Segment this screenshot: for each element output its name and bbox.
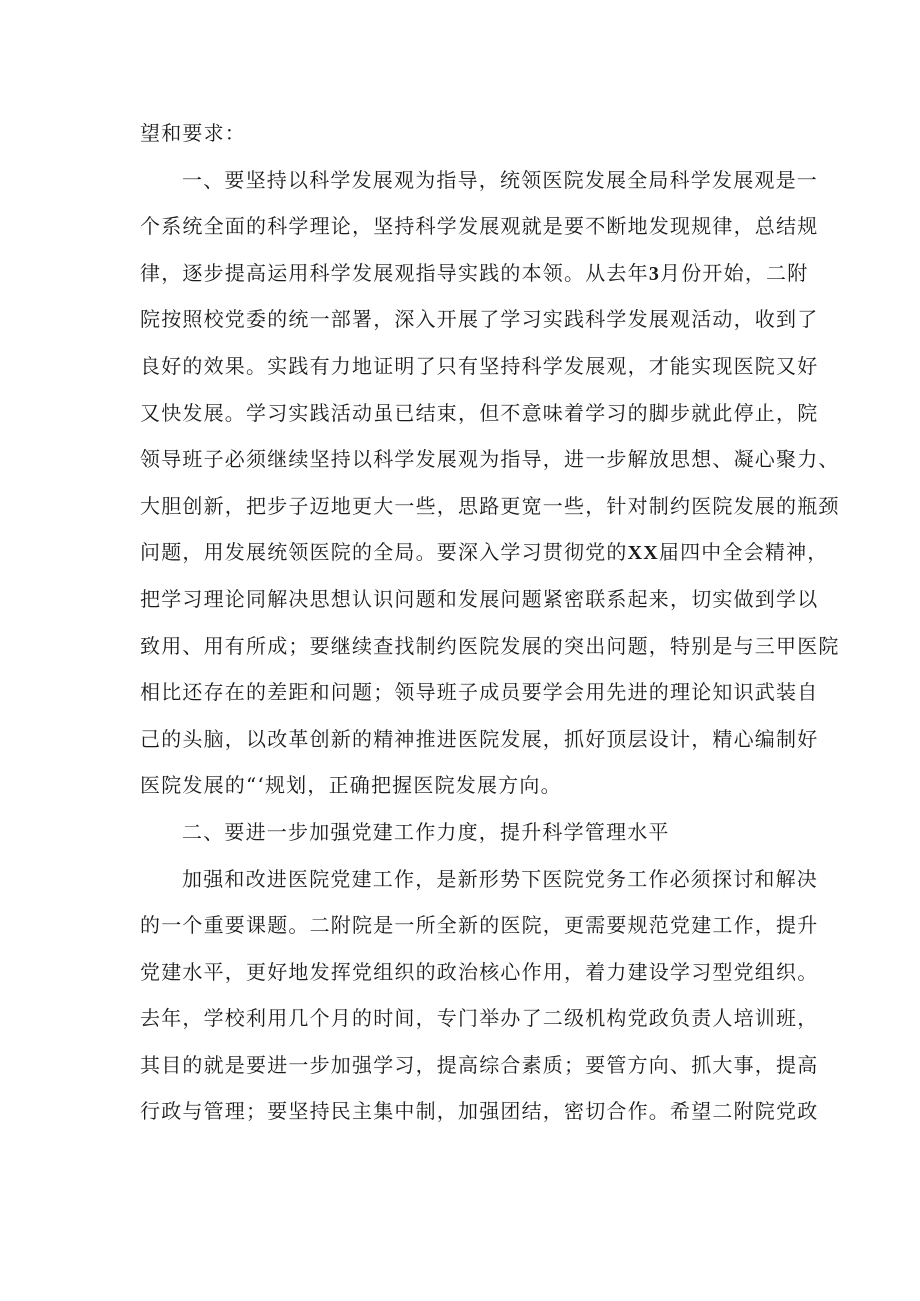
- paragraph-line: 领导班子必须继续坚持以科学发展观为指导，进一步解放思想、凝心聚力、: [140, 447, 840, 472]
- section-heading-line: 二、要进一步加强党建工作力度，提升科学管理水平: [182, 819, 670, 844]
- paragraph-line: 相比还存在的差距和问题；领导班子成员要学会用先进的理论知识武装自: [140, 680, 819, 705]
- paragraph-line: 良好的效果。实践有力地证明了只有坚持科学发展观，才能实现医院又好: [140, 353, 819, 378]
- paragraph-line: 把学习理论同解决思想认识问题和发展问题紧密联系起来，切实做到学以: [140, 586, 819, 611]
- section-heading-line: 一、要坚持以科学发展观为指导，统领医院发展全局科学发展观是一: [182, 167, 818, 192]
- paragraph-line: 望和要求：: [140, 121, 246, 145]
- paragraph-line: 致用、用有所成；要继续查找制约医院发展的突出问题，特别是与三甲医院: [140, 633, 840, 658]
- paragraph-line: 问题，用发展统领医院的全局。要深入学习贯彻党的XX届四中全会精神，: [140, 540, 829, 565]
- paragraph-line: 去年，学校利用几个月的时间，专门举办了二级机构党政负责人培训班，: [140, 1006, 819, 1031]
- paragraph-line: 己的头脑，以改革创新的精神推进医院发展，抓好顶层设计，精心编制好: [140, 726, 819, 751]
- paragraph-line: 大胆创新，把步子迈地更大一些，思路更宽一些，针对制约医院发展的瓶颈: [140, 493, 840, 518]
- paragraph-line: 医院发展的“‘规划，正确把握医院发展方向。: [140, 773, 562, 798]
- paragraph-line: 院按照校党委的统一部署，深入开展了学习实践科学发展观活动，收到了: [140, 307, 819, 332]
- paragraph-line: 又快发展。学习实践活动虽已结束，但不意味着学习的脚步就此停止，院: [140, 400, 819, 425]
- paragraph-line: 律，逐步提高运用科学发展观指导实践的本领。从去年3月份开始，二附: [140, 260, 809, 285]
- paragraph-line: 加强和改进医院党建工作，是新形势下医院党务工作必须探讨和解决: [182, 866, 818, 891]
- paragraph-line: 其目的就是要进一步加强学习，提高综合素质；要管方向、抓大事，提高: [140, 1052, 819, 1077]
- paragraph-line: 行政与管理；要坚持民主集中制，加强团结，密切合作。希望二附院党政: [140, 1099, 819, 1124]
- document-page: [140, 110, 840, 1135]
- paragraph-line: 党建水平，更好地发挥党组织的政治核心作用，着力建设学习型党组织。: [140, 959, 819, 984]
- paragraph-line: 的一个重要课题。二附院是一所全新的医院，更需要规范党建工作，提升: [140, 913, 819, 938]
- paragraph-line: 个系统全面的科学理论，坚持科学发展观就是要不断地发现规律，总结规: [140, 214, 819, 239]
